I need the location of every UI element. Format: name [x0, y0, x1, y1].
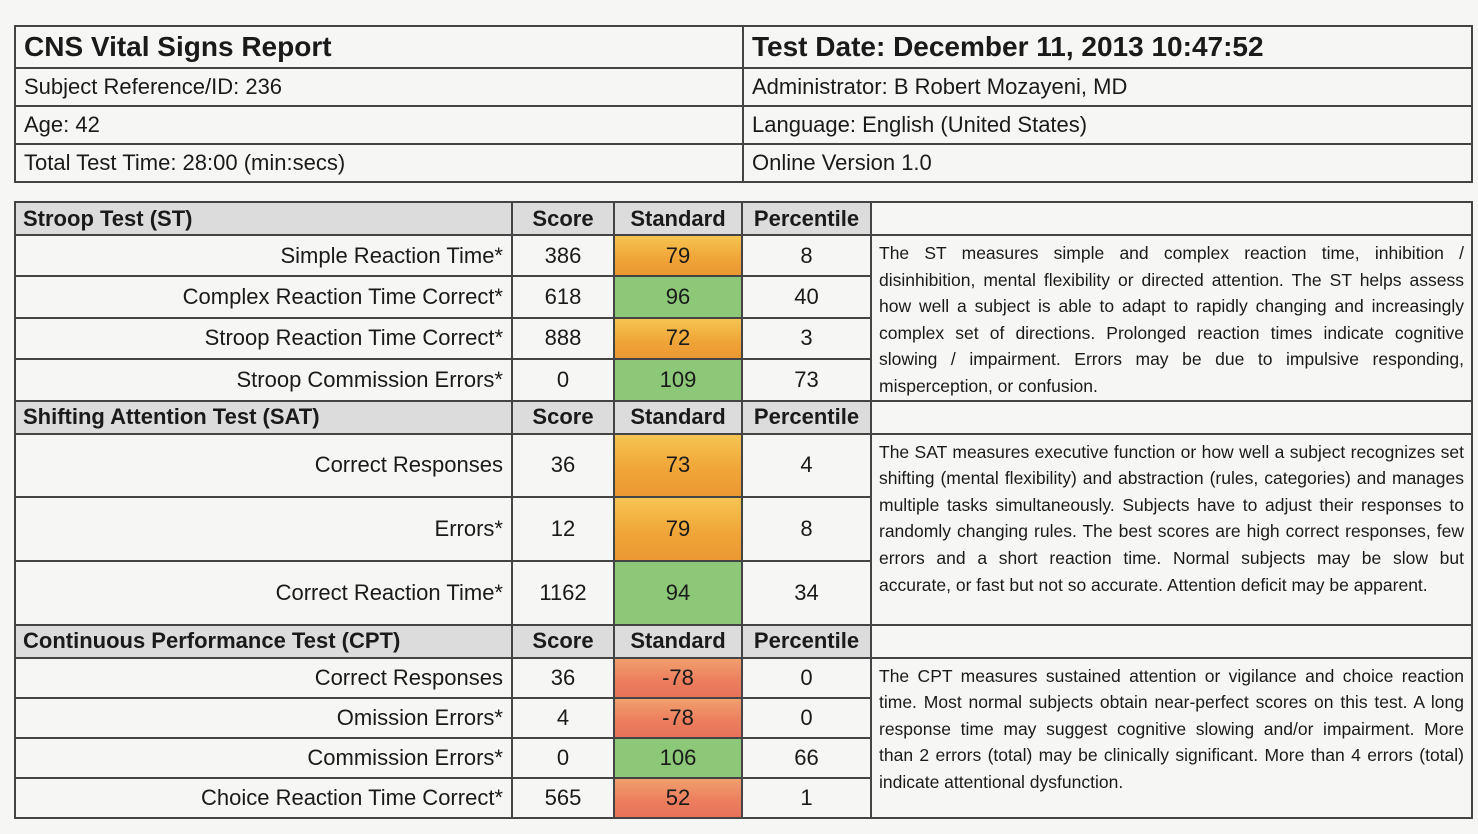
section-header-blank	[871, 401, 1472, 434]
score-value: 1162	[512, 561, 614, 625]
test-name: Commission Errors*	[15, 738, 512, 778]
percentile-value: 4	[742, 434, 871, 497]
results-table	[14, 201, 1473, 819]
standard-value: 72	[614, 318, 742, 359]
test-name: Correct Responses	[15, 434, 512, 497]
standard-value: -78	[614, 658, 742, 698]
percentile-header: Percentile	[742, 401, 871, 434]
section-title: Stroop Test (ST)	[15, 202, 512, 235]
total-test-time: Total Test Time: 28:00 (min:secs)	[15, 144, 743, 182]
percentile-value: 0	[742, 698, 871, 738]
section-header-cpt	[15, 625, 1472, 658]
standard-header: Standard	[614, 401, 742, 434]
score-value: 4	[512, 698, 614, 738]
standard-value: 96	[614, 276, 742, 317]
section-header-sat	[15, 401, 1472, 434]
standard-value: 73	[614, 434, 742, 497]
test-name: Correct Responses	[15, 658, 512, 698]
score-value: 888	[512, 318, 614, 359]
score-value: 0	[512, 359, 614, 400]
score-value: 618	[512, 276, 614, 317]
score-value: 0	[512, 738, 614, 778]
standard-value: 79	[614, 235, 742, 276]
standard-value: 79	[614, 497, 742, 561]
section-description: The CPT measures sustained attention or vigilance and choice reaction time. Most normal subjects obtain near-perfect scores on this test. A long response time may suggest cognitive slowing and/or impairment. More than 2 errors (total) may be clinically significant. More than 4 errors (total) indicate attentional dysfunction.	[871, 658, 1472, 818]
table-row	[15, 434, 1472, 497]
test-name: Stroop Reaction Time Correct*	[15, 318, 512, 359]
test-name: Omission Errors*	[15, 698, 512, 738]
section-title: Shifting Attention Test (SAT)	[15, 401, 512, 434]
test-name: Stroop Commission Errors*	[15, 359, 512, 400]
section-header-st	[15, 202, 1472, 235]
test-name: Simple Reaction Time*	[15, 235, 512, 276]
table-row	[15, 658, 1472, 698]
standard-value: 109	[614, 359, 742, 400]
standard-value: 106	[614, 738, 742, 778]
score-value: 36	[512, 658, 614, 698]
test-date: Test Date: December 11, 2013 10:47:52	[743, 26, 1472, 68]
standard-value: 52	[614, 778, 742, 818]
percentile-value: 40	[742, 276, 871, 317]
test-name: Choice Reaction Time Correct*	[15, 778, 512, 818]
standard-value: -78	[614, 698, 742, 738]
test-name: Errors*	[15, 497, 512, 561]
score-value: 386	[512, 235, 614, 276]
section-header-blank	[871, 625, 1472, 658]
score-value: 36	[512, 434, 614, 497]
standard-header: Standard	[614, 625, 742, 658]
percentile-header: Percentile	[742, 625, 871, 658]
percentile-value: 66	[742, 738, 871, 778]
percentile-value: 8	[742, 235, 871, 276]
subject-id: Subject Reference/ID: 236	[15, 68, 743, 106]
score-header: Score	[512, 625, 614, 658]
percentile-value: 34	[742, 561, 871, 625]
administrator: Administrator: B Robert Mozayeni, MD	[743, 68, 1472, 106]
language: Language: English (United States)	[743, 106, 1472, 144]
age: Age: 42	[15, 106, 743, 144]
score-value: 565	[512, 778, 614, 818]
test-name: Correct Reaction Time*	[15, 561, 512, 625]
standard-value: 94	[614, 561, 742, 625]
test-name: Complex Reaction Time Correct*	[15, 276, 512, 317]
score-value: 12	[512, 497, 614, 561]
percentile-value: 3	[742, 318, 871, 359]
section-description: The SAT measures executive function or how well a subject recognizes set shifting (mental flexibility) and abstraction (rules, categories) and manages multiple tasks simultaneously. Subjects have to adjust their responses to randomly changing rules. The best scores are high correct responses, few errors and a short reaction time. Normal subjects may be slow but accurate, or fast but not so accurate. Attention deficit may be apparent.	[871, 434, 1472, 625]
percentile-value: 8	[742, 497, 871, 561]
table-row	[15, 235, 1472, 276]
percentile-value: 1	[742, 778, 871, 818]
score-header: Score	[512, 202, 614, 235]
percentile-header: Percentile	[742, 202, 871, 235]
percentile-value: 0	[742, 658, 871, 698]
report-title: CNS Vital Signs Report	[15, 26, 743, 68]
section-header-blank	[871, 202, 1472, 235]
percentile-value: 73	[742, 359, 871, 400]
online-version: Online Version 1.0	[743, 144, 1472, 182]
report-header-table	[14, 25, 1473, 183]
section-description: The ST measures simple and complex reaction time, inhibition / disinhibition, mental flexibility or directed attention. The ST helps assess how well a subject is able to adapt to rapidly changing and increasingly complex set of directions. Prolonged reaction times indicate cognitive slowing / impairment. Errors may be due to impulsive responding, misperception, or confusion.	[871, 235, 1472, 401]
standard-header: Standard	[614, 202, 742, 235]
section-title: Continuous Performance Test (CPT)	[15, 625, 512, 658]
score-header: Score	[512, 401, 614, 434]
